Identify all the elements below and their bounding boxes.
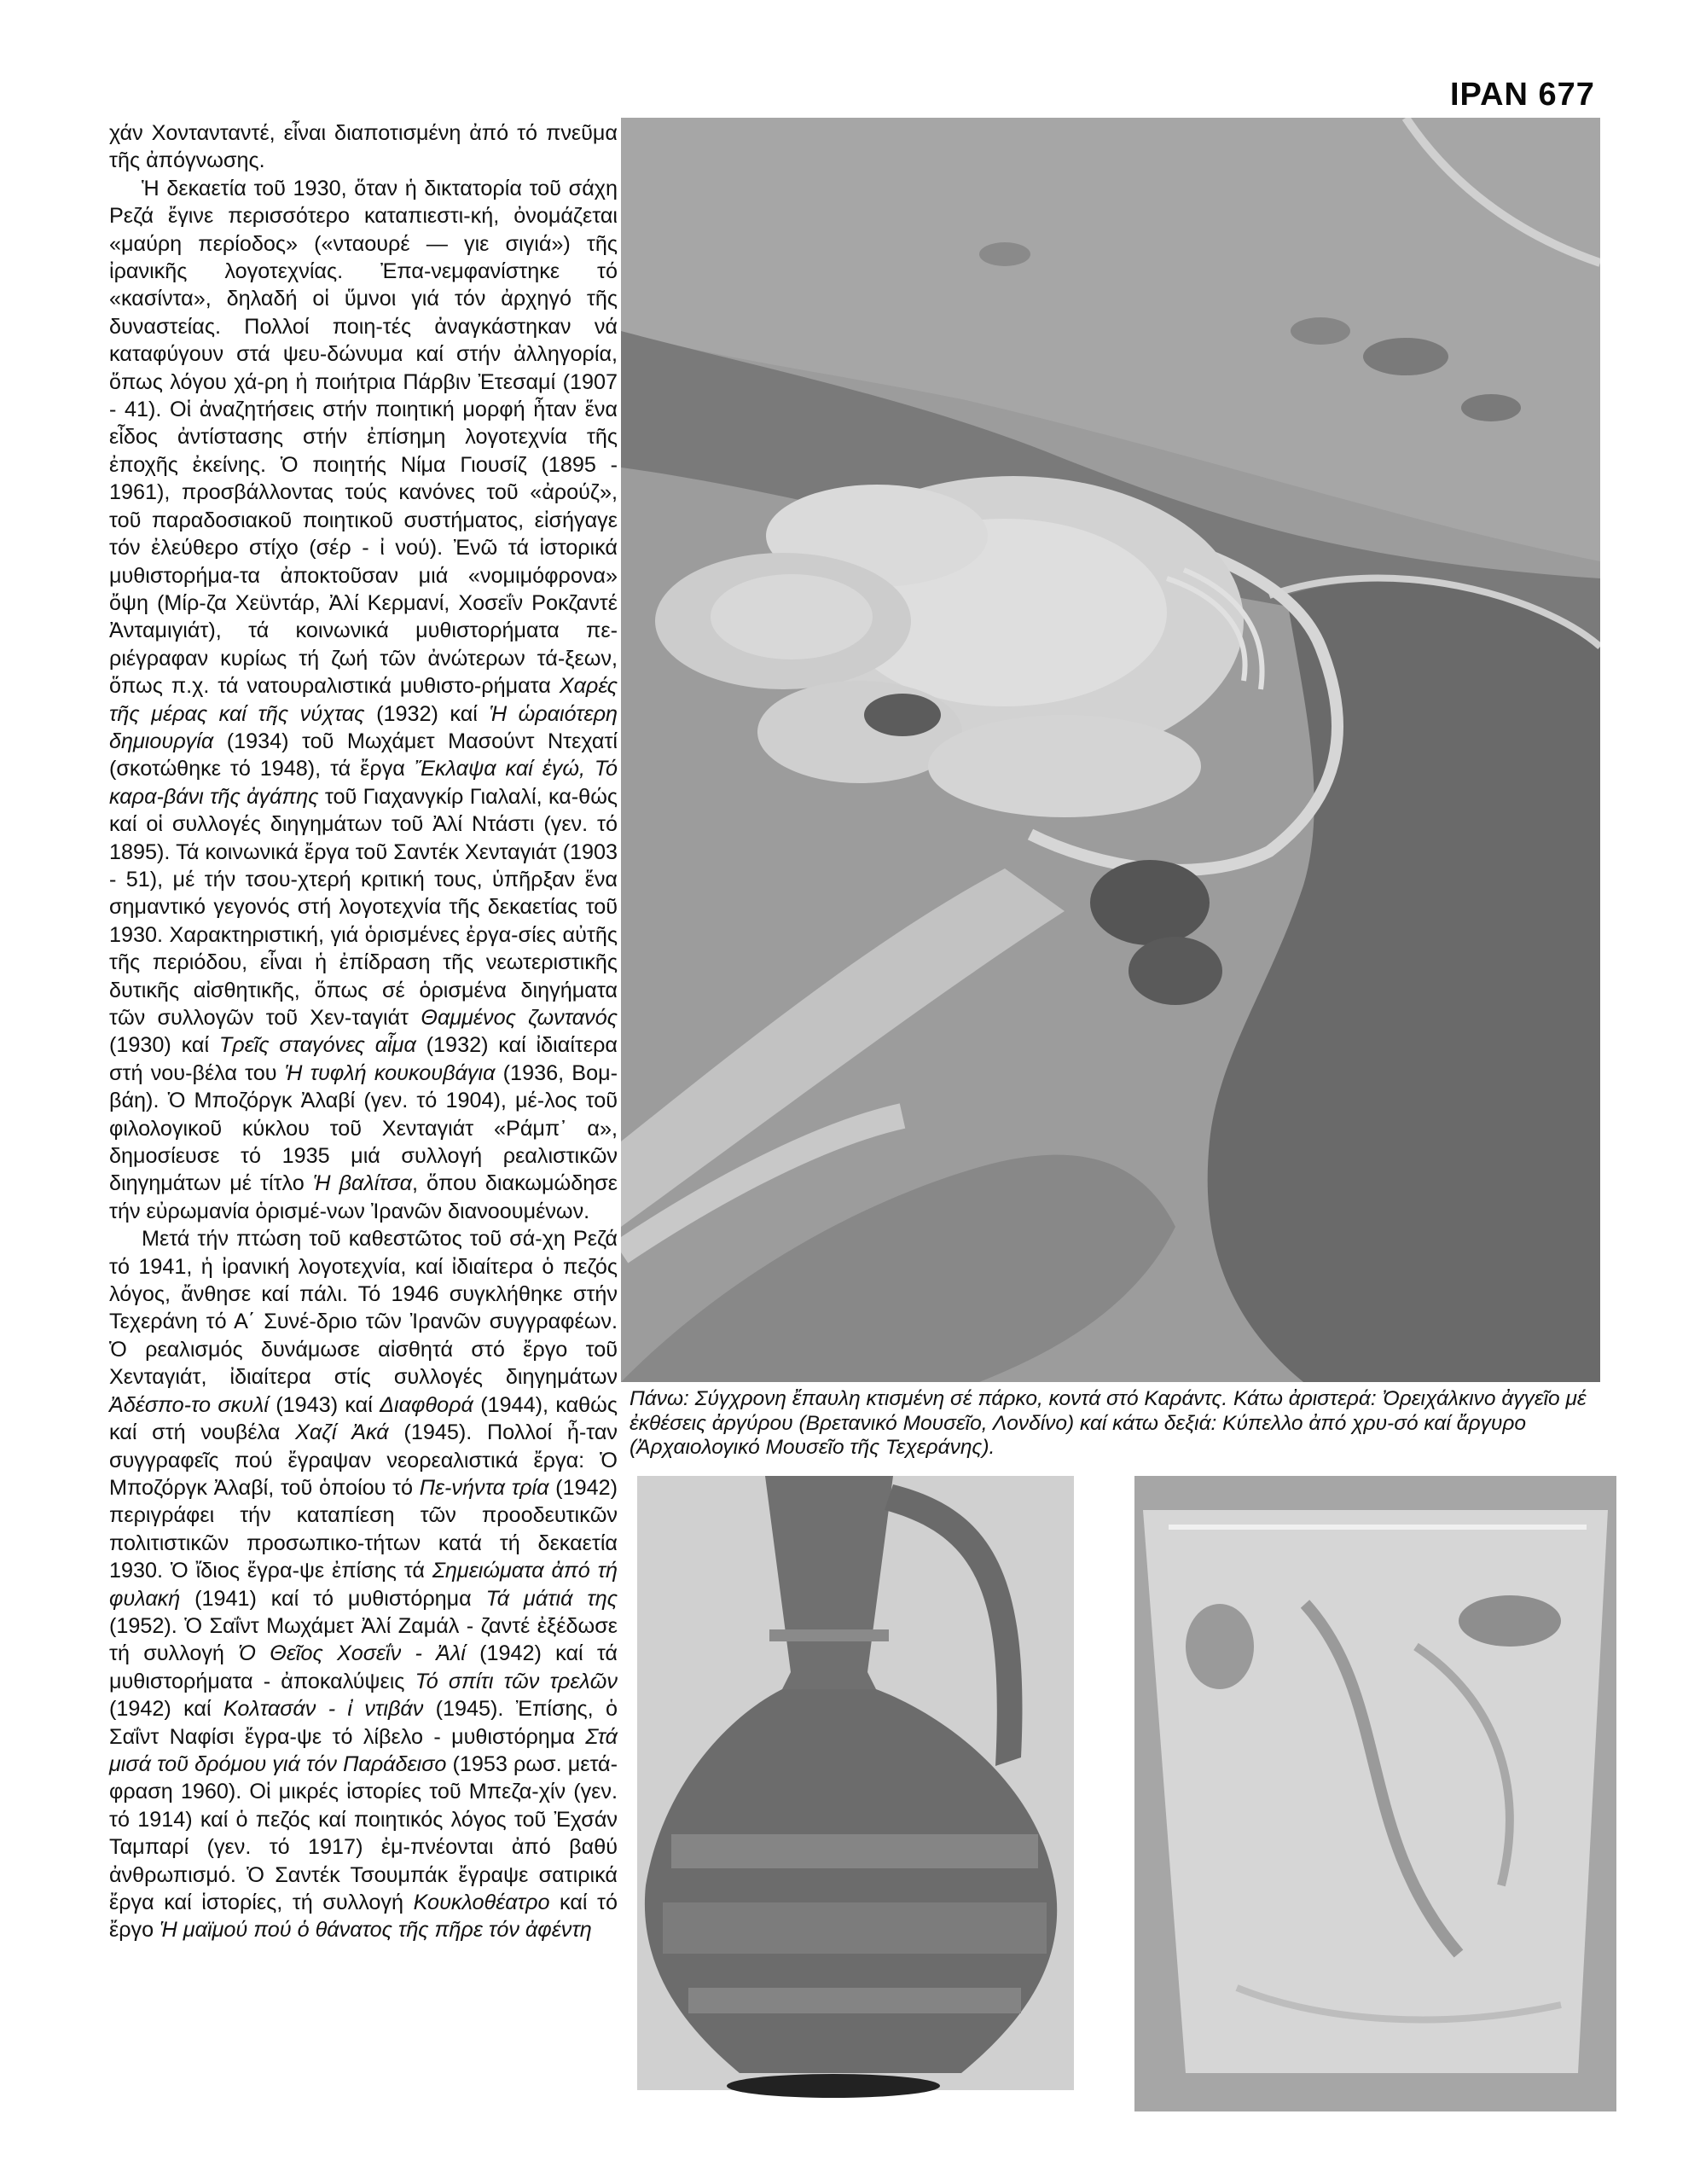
italic-title: Πε-νήντα τρία: [419, 1475, 549, 1500]
italic-title: Κολτασάν - ἰ ντιβάν: [223, 1697, 424, 1722]
villa-aerial-photo: [621, 118, 1600, 1382]
italic-title: Ἀδέσπο-το σκυλί: [109, 1392, 269, 1417]
italic-title: Ἔκλαψα καί ἐγώ, Τό καρα-βάνι τῆς ἀγάπης: [109, 757, 618, 809]
text-run: (1942) καί τά μυθιστορήματα - ἀποκαλύψεις: [109, 1641, 618, 1693]
cup-photo-illustration: [1134, 1476, 1616, 2111]
figure-caption: Πάνω: Σύγχρονη ἔπαυλη κτισμένη σέ πάρκο, κοντά στό Καράντς. Κάτω ἀριστερά: Ὀρειχάλκινο ἀγγεῖο μέ ἐκθέσεις ἀργύρου (Βρετανικό Μουσεῖο, Λονδίνο) καί κάτω δεξιά: Κύπελλο ἀπό χρυ-σό καί ἄργυρο (Ἀρχαιολογικό Μουσεῖο τῆς Τεχεράνης).: [630, 1387, 1587, 1459]
italic-title: Ἡ ὡραιότερη δημιουργία: [109, 701, 618, 753]
text-run: (1932) καί: [364, 701, 490, 726]
italic-title: Θαμμένος ζωντανός: [421, 1006, 618, 1030]
italic-title: Σημειώματα ἀπό τή φυλακή: [109, 1559, 618, 1611]
article-body: [109, 119, 618, 1944]
text-run: καί τό ἔργο: [109, 1891, 618, 1943]
ewer-photo-illustration: [637, 1476, 1074, 2124]
italic-title: Χαρές τῆς μέρας καί τῆς νύχτας: [109, 674, 618, 726]
running-head: IPAN 677: [1450, 77, 1595, 113]
text-run: (1945). Ἐπίσης, ὁ Σαΐντ Ναφίσι ἔγρα-ψε τό λίβελο - μυθιστόρημα: [109, 1697, 618, 1749]
italic-title: Τά μάτιά της: [485, 1586, 618, 1611]
italic-title: Ἡ μαϊμού πού ὁ θάνατος τῆς πῆρε τόν ἀφέντη: [160, 1918, 592, 1943]
text-run: (1943) καί: [268, 1392, 380, 1417]
italic-title: Χαζί Ἀκά: [295, 1420, 389, 1445]
italic-title: Ἡ τυφλή κουκουβάγια: [284, 1060, 496, 1085]
text-run: τοῦ Γιαχανγκίρ Γιαλαλί, κα-θώς καί οἱ συλλογές διηγημάτων τοῦ Ἀλί Ντάστι (γεν. τό 1895). Τά κοινωνικά ἔργα τοῦ Σαντέκ Χενταγιάτ (1903 - 51), μέ τήν τσου-χτερή κριτική τους, ὑπῆρξαν ἕνα σημαντικό γεγονός στή λογοτεχνία τῆς δεκαετίας τοῦ 1930. Χαρακτηριστική, γιά ὁρισμένες ἐργα-σίες αὐτῆς τῆς περιόδου, εἶναι ἡ ἐπίδραση τῆς νεωτεριστικῆς δυτικῆς αἰσθητικῆς, ὅπως σέ ὁρισμένα διηγήματα τῶν συλλογῶν τοῦ Χεν-ταγιάτ: [109, 784, 618, 1030]
italic-title: Ἡ βαλίτσα: [312, 1171, 412, 1196]
text-run: (1941) καί τό μυθιστόρημα: [180, 1586, 486, 1611]
text-run: Μετά τήν πτώση τοῦ καθεστῶτος τοῦ σά-χη Ρεζά τό 1941, ἡ ἰρανική λογοτεχνία, καί ἰδιαίτερα ὁ πεζός λόγος, ἄνθησε καί πάλι. Τό 1946 συγκλήθηκε στήν Τεχεράνη τό Α΄ Συνέ-δριο τῶν Ἰρανῶν συγγραφέων. Ὁ ρεαλισμός δυνάμωσε αἰσθητά στό ἔργο τοῦ Χενταγιάτ, ἰδιαίτερα στίς συλλογές διηγημάτων: [109, 1227, 618, 1390]
text-run: , ὅπου διακωμώδησε τήν εὐρωμανία ὁρισμέ-νων Ἰρανῶν διανοουμένων.: [109, 1171, 618, 1223]
italic-title: Διαφθορά: [380, 1392, 473, 1417]
text-run: (1942) καί: [109, 1697, 223, 1722]
text-run: (1952). Ὁ Σαΐντ Μωχάμετ Ἀλί Ζαμάλ - ζαντέ ἐξέδωσε τή συλλογή: [109, 1613, 618, 1666]
text-run: (1942) περιγράφει τήν καταπίεση τῶν προοδευτικῶν πολιτιστικῶν προσωπικο-τήτων κατά τή δεκαετία 1930. Ὁ ἴδιος ἔγρα-ψε ἐπίσης τά: [109, 1475, 618, 1583]
text-run: (1945). Πολλοί ἦ-ταν συγγραφεῖς πού ἔγραψαν νεορεαλιστικά ἔργα: Ὁ Μποζόργκ Ἀλαβί, τοῦ ὁποίου τό: [109, 1420, 618, 1500]
text-run: (1934) τοῦ Μωχάμετ Μασούντ Ντεχατί (σκοτώθηκε τό 1948), τά ἔργα: [109, 729, 618, 781]
text-run: (1936, Βομ-βάη). Ὁ Μποζόργκ Ἀλαβί (γεν. τό 1904), μέ-λος τοῦ φιλολογικοῦ κύκλου τοῦ Χενταγιάτ «Ράμπ᾽ α», δημοσίευσε τό 1935 μιά συλλογή ρεαλιστικῶν διηγημάτων μέ τίτλο: [109, 1060, 618, 1196]
text-run: (1930) καί: [109, 1033, 219, 1058]
italic-title: Στά μισά τοῦ δρόμου γιά τόν Παράδεισο: [109, 1724, 618, 1776]
article-paragraph: [109, 175, 618, 1225]
article-paragraph: [109, 1225, 618, 1944]
text-run: (1944), καθώς καί στή νουβέλα: [109, 1392, 618, 1445]
text-run: (1953 ρωσ. μετά-φραση 1960). Οἱ μικρές ἱστορίες τοῦ Μπεζα-χίν (γεν. τό 1914) καί ὁ πεζός καί ποιητικός λόγος τοῦ Ἐχσάν Ταμπαρί (γεν. τό 1917) ἐμ-πνέονται ἀπό βαθύ ἀνθρωπισμό. Ὁ Σαντέκ Τσουμπάκ ἔγραψε σατιρικά ἔργα καί ἱστορίες, τή συλλογή: [109, 1751, 618, 1914]
article-paragraph: [109, 119, 618, 175]
text-run: Ἡ δεκαετία τοῦ 1930, ὅταν ἡ δικτατορία τοῦ σάχη Ρεζά ἔγινε περισσότερο καταπιεστι-κή, ὀνομάζεται «μαύρη περίοδος» («νταουρέ — γιε σιγιά») τῆς ἰρανικῆς λογοτεχνίας. Ἐπα-νεμφανίστηκε τό «κασίντα», δηλαδή οἱ ὕμνοι γιά τόν ἀρχηγό τῆς δυναστείας. Πολλοί ποιη-τές ἀναγκάστηκαν νά καταφύγουν στά ψευ-δώνυμα καί στήν ἀλληγορία, ὅπως λόγου χά-ρη ἡ ποιήτρια Πάρβιν Ἐτεσαμί (1907 - 41). Οἱ ἀναζητήσεις στήν ποιητική μορφή ἦταν ἕνα εἶδος ἀντίστασης στήν ἐπίσημη λογοτεχνία τῆς ἐποχῆς ἐκείνης. Ὁ ποιητής Νίμα Γιουσίζ (1895 - 1961), προσβάλλοντας τούς κανόνες τοῦ «ἀρούζ», τοῦ παραδοσιακοῦ ποιητικοῦ συστήματος, εἰσήγαγε τόν ἐλεύθερο στίχο (σέρ - ἰ νού). Ἐνῶ τά ἱστορικά μυθιστορήμα-τα ἀποκτοῦσαν μιά «νομιμόφρονα» ὄψη (Μίρ-ζα Χεϋντάρ, Ἀλί Κερμανί, Χοσεΐν Ροκζαντέ Ἀνταμιγιάτ), τά κοινωνικά μυθιστορήματα πε-ριέγραφαν κυρίως τή ζωή τῶν ἀνώτερων τά-ξεων, ὅπως π.χ. τά νατουραλιστικά μυθιστο-ρήματα: [109, 176, 618, 699]
gold-cup-photo: [1134, 1476, 1616, 2111]
text-run: χάν Χοντανταντέ, εἶναι διαποτισμένη ἀπό τό πνεῦμα τῆς ἀπόγνωσης.: [109, 121, 618, 173]
italic-title: Ὁ Θεῖος Χοσεΐν - Ἀλί: [238, 1641, 466, 1666]
italic-title: Τό σπίτι τῶν τρελῶν: [415, 1669, 618, 1693]
brass-ewer-photo: [637, 1476, 1074, 2124]
italic-title: Τρεῖς σταγόνες αἷμα: [218, 1033, 416, 1058]
italic-title: Κουκλοθέατρο: [413, 1891, 550, 1914]
villa-photo-illustration: [621, 118, 1600, 1382]
text-run: (1932) καί ἰδιαίτερα στή νου-βέλα του: [109, 1033, 618, 1085]
